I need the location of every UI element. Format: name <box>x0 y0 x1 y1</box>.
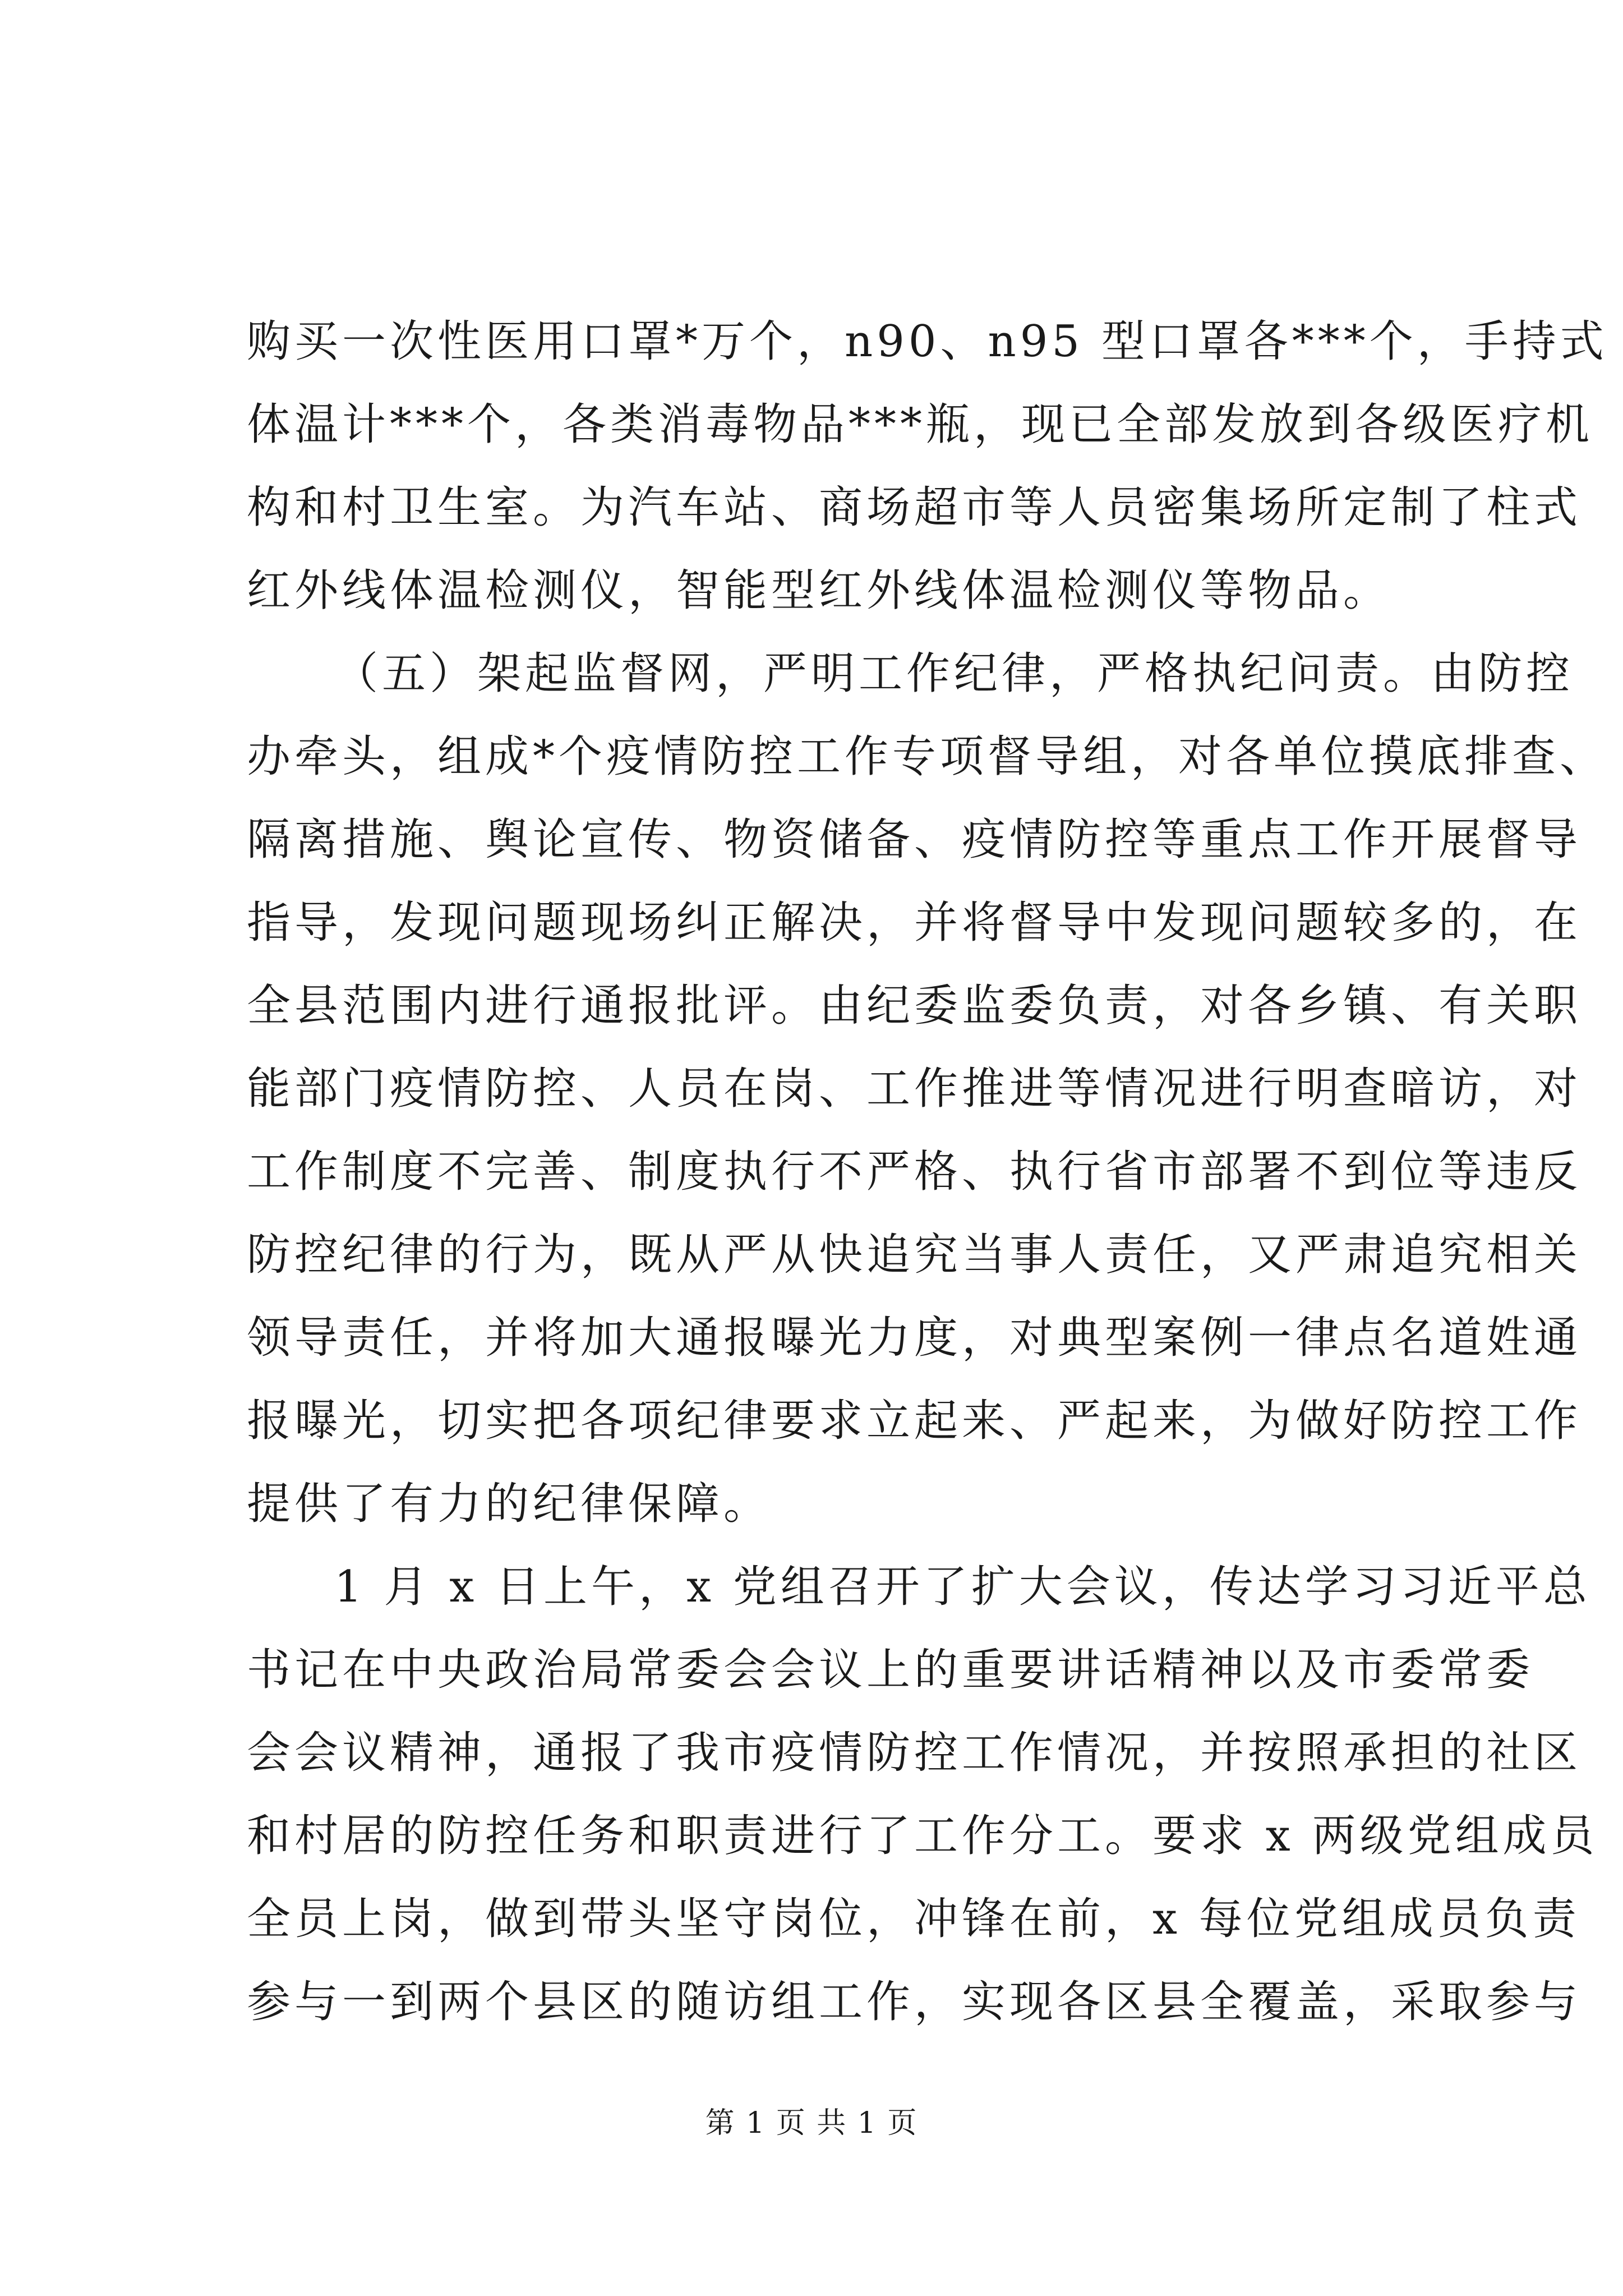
page-footer: 第 1 页 共 1 页 <box>705 2106 918 2140</box>
paragraph-2-line: 工作制度不完善、制度执行不严格、执行省市部署不到位等违反 <box>247 1147 1582 1197</box>
paragraph-3-line: 参与一到两个县区的随访组工作，实现各区县全覆盖，采取参与 <box>247 1977 1582 2027</box>
paragraph-3-line: 全员上岗，做到带头坚守岗位，冲锋在前，x 每位党组成员负责 <box>247 1894 1580 1944</box>
paragraph-2-line: 全县范围内进行通报批评。由纪委监委负责，对各乡镇、有关职 <box>247 981 1582 1031</box>
paragraph-1-line: 构和村卫生室。为汽车站、商场超市等人员密集场所定制了柱式 <box>247 482 1582 533</box>
paragraph-1-line: 体温计***个，各类消毒物品***瓶，现已全部发放到各级医疗机 <box>247 399 1594 450</box>
paragraph-3-line: 1 月 x 日上午，x 党组召开了扩大会议，传达学习习近平总 <box>334 1562 1591 1612</box>
paragraph-3-line: 会会议精神，通报了我市疫情防控工作情况，并按照承担的社区 <box>247 1728 1582 1778</box>
paragraph-2-line: 提供了有力的纪律保障。 <box>247 1479 772 1529</box>
paragraph-1-line: 红外线体温检测仪，智能型红外线体温检测仪等物品。 <box>247 565 1391 616</box>
paragraph-3-line: 书记在中央政治局常委会会议上的重要讲话精神以及市委常委 <box>247 1645 1534 1695</box>
paragraph-2-line: 领导责任，并将加大通报曝光力度，对典型案例一律点名道姓通 <box>247 1313 1582 1363</box>
paragraph-2-line: 防控纪律的行为，既从严从快追究当事人责任，又严肃追究相关 <box>247 1230 1582 1280</box>
document-body <box>247 300 1608 2044</box>
paragraph-2-line: 隔离措施、舆论宣传、物资储备、疫情防控等重点工作开展督导 <box>247 815 1582 865</box>
paragraph-2-line: 指导，发现问题现场纠正解决，并将督导中发现问题较多的，在 <box>247 898 1582 948</box>
paragraph-2-line: 办牵头，组成*个疫情防控工作专项督导组，对各单位摸底排查、 <box>247 731 1608 782</box>
paragraph-1-line: 购买一次性医用口罩*万个，n90、n95 型口罩各***个，手持式 <box>247 316 1608 367</box>
paragraph-2-line: 报曝光，切实把各项纪律要求立起来、严起来，为做好防控工作 <box>247 1396 1582 1446</box>
paragraph-2-line: （五）架起监督网，严明工作纪律，严格执纪问责。由防控 <box>334 648 1574 699</box>
paragraph-3-line: 和村居的防控任务和职责进行了工作分工。要求 x 两级党组成员 <box>247 1811 1598 1861</box>
paragraph-2-line: 能部门疫情防控、人员在岗、工作推进等情况进行明查暗访，对 <box>247 1064 1582 1114</box>
